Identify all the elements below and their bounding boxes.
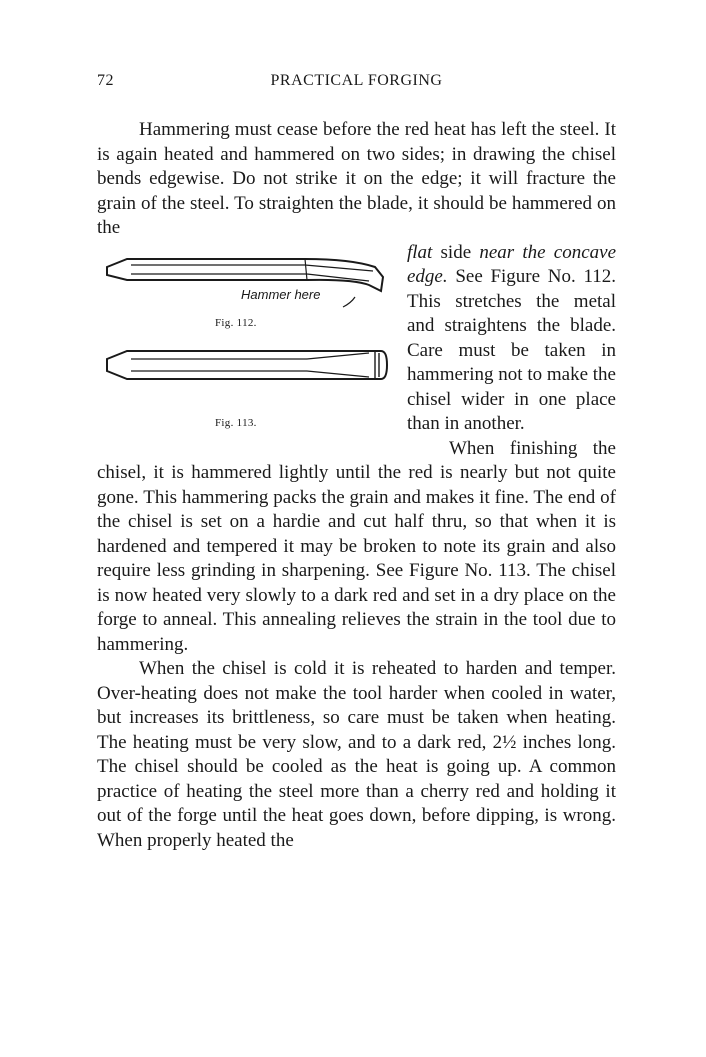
paragraph-1-side: side xyxy=(432,241,480,263)
fig-112-caption: Fig. 112. xyxy=(215,316,257,329)
body-text xyxy=(97,118,616,853)
running-head: PRACTICAL FORGING xyxy=(270,72,443,89)
fig-113-taper-line xyxy=(307,353,369,359)
paragraph-1-flat-italic: flat xyxy=(407,241,433,263)
page-number: 72 xyxy=(97,72,114,89)
fig-112-shoulder-line xyxy=(305,259,307,280)
fig-113-caption: Fig. 113. xyxy=(215,416,257,429)
paragraph-2: When finishing the chisel, it is hammered lightly until the red is nearly but not quite gone. This hammering packs the grain and makes it fine. The end of the chisel is set on a hardie and cut half thru, so that when it is hardened and tempered it may be broken to note its grain and also require less grinding in sharpening. See Figure No. 113. The chisel is now heated very slowly to a dark red and set in a dry place on the forge to anneal. This annealing relieves the strain in the tool due to hammering. xyxy=(97,437,616,655)
paragraph-3: When the chisel is cold it is reheated to harden and temper. Over-heating does not make the tool harder when cooled in water, but increases its brittleness, so care must be taken when heating. The heating must be very slow, and to a dark red, 2½ inches long. The chisel should be cooled as the heat is going up. A common practice of heating the steel more than a cherry red and holding it out of the forge until the heat goes down, before dipping, is wrong. When properly heated the xyxy=(97,658,616,851)
hammer-here-label: Hammer here xyxy=(241,286,321,302)
paragraph-1-rest: See Figure No. 112. This stretches the metal and straightens the blade. Care must be taken in hammering not to make the chisel wider in one place than in another. xyxy=(407,266,616,434)
page-header xyxy=(97,72,616,96)
fig-113-taper-line xyxy=(307,371,369,377)
fig-113-chisel-drawing xyxy=(107,351,387,379)
fig-112-pointer-arrow xyxy=(343,297,355,307)
fig-112-taper-line xyxy=(305,265,373,271)
paragraph-1 xyxy=(97,118,616,241)
paragraph-1-near-italic: near the concave edge. xyxy=(407,241,616,287)
figure-block xyxy=(97,247,407,443)
paragraph-1-lead: Hammering must cease before the red heat has left the steel. It is again heated and hammered on two sides; in drawing the chisel bends edgewise. Do not strike it on the edge; it will fracture the grain of the steel. To straighten the blade, it should be hammered on the xyxy=(97,119,616,238)
